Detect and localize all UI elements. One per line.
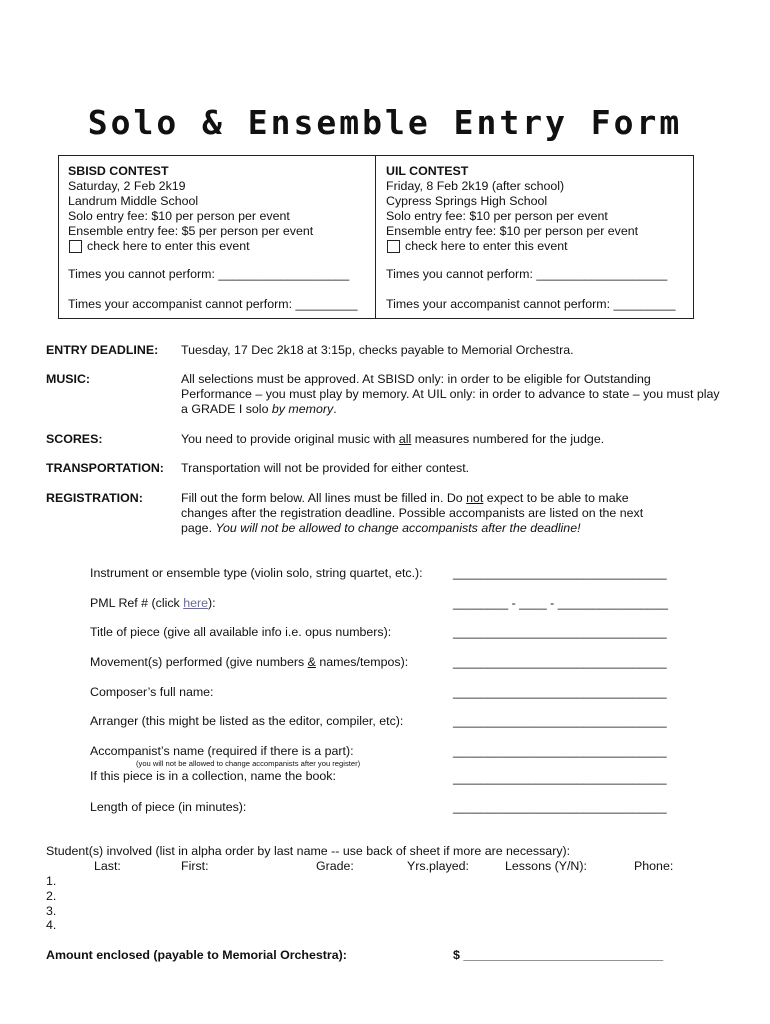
length-field[interactable]: _______________________________ — [453, 800, 667, 814]
pml-ref-field[interactable]: ________ - ____ - ________________ — [453, 596, 668, 610]
registration-label: REGISTRATION: — [46, 491, 143, 505]
accompanist-label: Accompanist’s name (required if there is a part): — [90, 744, 354, 758]
movements-label-start: Movement(s) performed (give numbers — [90, 655, 308, 669]
uil-enter-checkbox[interactable] — [387, 240, 400, 253]
composer-field[interactable]: _______________________________ — [453, 685, 667, 699]
form-title: Solo & Ensemble Entry Form — [87, 103, 683, 142]
sbisd-location: Landrum Middle School — [68, 194, 199, 208]
transportation-label: TRANSPORTATION: — [46, 461, 164, 475]
movements-label-amp: & — [307, 655, 316, 669]
sbisd-solo-fee: Solo entry fee: $10 per person per event — [68, 209, 290, 223]
title-of-piece-field[interactable]: _______________________________ — [453, 625, 667, 639]
sbisd-check-label: check here to enter this event — [87, 239, 250, 253]
uil-column — [386, 164, 638, 254]
uil-solo-fee: Solo entry fee: $10 per person per event — [386, 209, 608, 223]
length-label: Length of piece (in minutes): — [90, 800, 247, 814]
registration-text-mid: expect to be able to make changes after the registration deadline. Possible accompanists are listed on the next page. — [181, 491, 644, 535]
arranger-label: Arranger (this might be listed as the editor, compiler, etc): — [90, 714, 404, 728]
students-col-first: First: — [181, 859, 209, 873]
sbisd-heading: SBISD CONTEST — [68, 164, 169, 178]
uil-times-cannot-perform[interactable]: Times you cannot perform: ___________________ — [386, 267, 668, 281]
transportation-text: Transportation will not be provided for either contest. — [181, 461, 470, 475]
sbisd-enter-checkbox[interactable] — [69, 240, 82, 253]
arranger-field[interactable]: _______________________________ — [453, 714, 667, 728]
uil-date: Friday, 8 Feb 2k19 (after school) — [386, 179, 565, 193]
sbisd-times-accompanist[interactable]: Times your accompanist cannot perform: _________ — [68, 297, 358, 311]
scores-label: SCORES: — [46, 432, 103, 446]
instrument-field[interactable]: _______________________________ — [453, 566, 667, 580]
uil-heading: UIL CONTEST — [386, 164, 469, 178]
registration-text — [181, 491, 651, 536]
uil-ensemble-fee: Ensemble entry fee: $10 per person per event — [386, 224, 639, 238]
amount-enclosed-label: Amount enclosed (payable to Memorial Orchestra): — [46, 948, 347, 962]
instrument-label: Instrument or ensemble type (violin solo, string quartet, etc.): — [90, 566, 423, 580]
pml-ref-label-end: ): — [208, 596, 216, 610]
sbisd-times-cannot-perform[interactable]: Times you cannot perform: ___________________ — [68, 267, 350, 281]
entry-deadline-text: Tuesday, 17 Dec 2k18 at 3:15p, checks payable to Memorial Orchestra. — [181, 343, 574, 357]
student-row[interactable]: 2. — [46, 889, 57, 903]
music-text-end: . — [333, 402, 337, 416]
music-text-memory: by memory — [271, 402, 334, 416]
scores-text-start: You need to provide original music with — [181, 432, 399, 446]
music-text — [181, 372, 721, 417]
accompanist-field[interactable]: _______________________________ — [453, 744, 667, 758]
sbisd-ensemble-fee: Ensemble entry fee: $5 per person per event — [68, 224, 314, 238]
sbisd-enter-checkbox-row[interactable] — [68, 239, 313, 254]
pml-ref-link[interactable]: here — [183, 596, 208, 610]
uil-times-accompanist[interactable]: Times your accompanist cannot perform: _________ — [386, 297, 676, 311]
student-row[interactable]: 1. — [46, 874, 57, 888]
scores-text-all: all — [398, 432, 412, 446]
pml-ref-label — [90, 596, 216, 610]
uil-location: Cypress Springs High School — [386, 194, 548, 208]
students-col-grade: Grade: — [316, 859, 354, 873]
students-col-years: Yrs.played: — [407, 859, 469, 873]
students-col-lessons: Lessons (Y/N): — [505, 859, 587, 873]
uil-check-label: check here to enter this event — [405, 239, 568, 253]
movements-field[interactable]: _______________________________ — [453, 655, 667, 669]
movements-label-end: names/tempos): — [315, 655, 409, 669]
student-row[interactable]: 4. — [46, 918, 57, 932]
title-of-piece-label: Title of piece (give all available info i.e. opus numbers): — [90, 625, 392, 639]
music-label: MUSIC: — [46, 372, 91, 386]
amount-enclosed-field[interactable]: $ _____________________________ — [453, 948, 664, 962]
uil-enter-checkbox-row[interactable] — [386, 239, 638, 254]
students-col-phone: Phone: — [634, 859, 674, 873]
entry-deadline-label: ENTRY DEADLINE: — [46, 343, 159, 357]
collection-label: If this piece is in a collection, name the book: — [90, 769, 336, 783]
pml-ref-label-start: PML Ref # (click — [90, 596, 184, 610]
collection-field[interactable]: _______________________________ — [453, 771, 667, 785]
students-col-last: Last: — [94, 859, 121, 873]
movements-label — [90, 655, 408, 669]
contest-box — [58, 155, 694, 319]
sbisd-column — [68, 164, 313, 254]
students-intro: Student(s) involved (list in alpha order by last name -- use back of sheet if more are necessary): — [46, 844, 571, 858]
accompanist-note: (you will not be allowed to change accompanists after you register) — [136, 759, 361, 768]
student-row[interactable]: 3. — [46, 904, 57, 918]
contest-divider — [375, 156, 376, 318]
registration-text-start: Fill out the form below. All lines must be filled in. Do — [181, 491, 467, 505]
music-text-main: All selections must be approved. At SBISD only: in order to be eligible for Outstanding Performance – you must play by memory. At UIL only: in order to advance to state – you must play a GRADE I solo — [181, 372, 720, 416]
composer-label: Composer’s full name: — [90, 685, 214, 699]
registration-text-not: not — [466, 491, 484, 505]
scores-text-end: measures numbered for the judge. — [411, 432, 605, 446]
registration-text-warning: You will not be allowed to change accompanists after the deadline! — [215, 521, 581, 535]
scores-text — [181, 432, 721, 447]
sbisd-date: Saturday, 2 Feb 2k19 — [68, 179, 186, 193]
